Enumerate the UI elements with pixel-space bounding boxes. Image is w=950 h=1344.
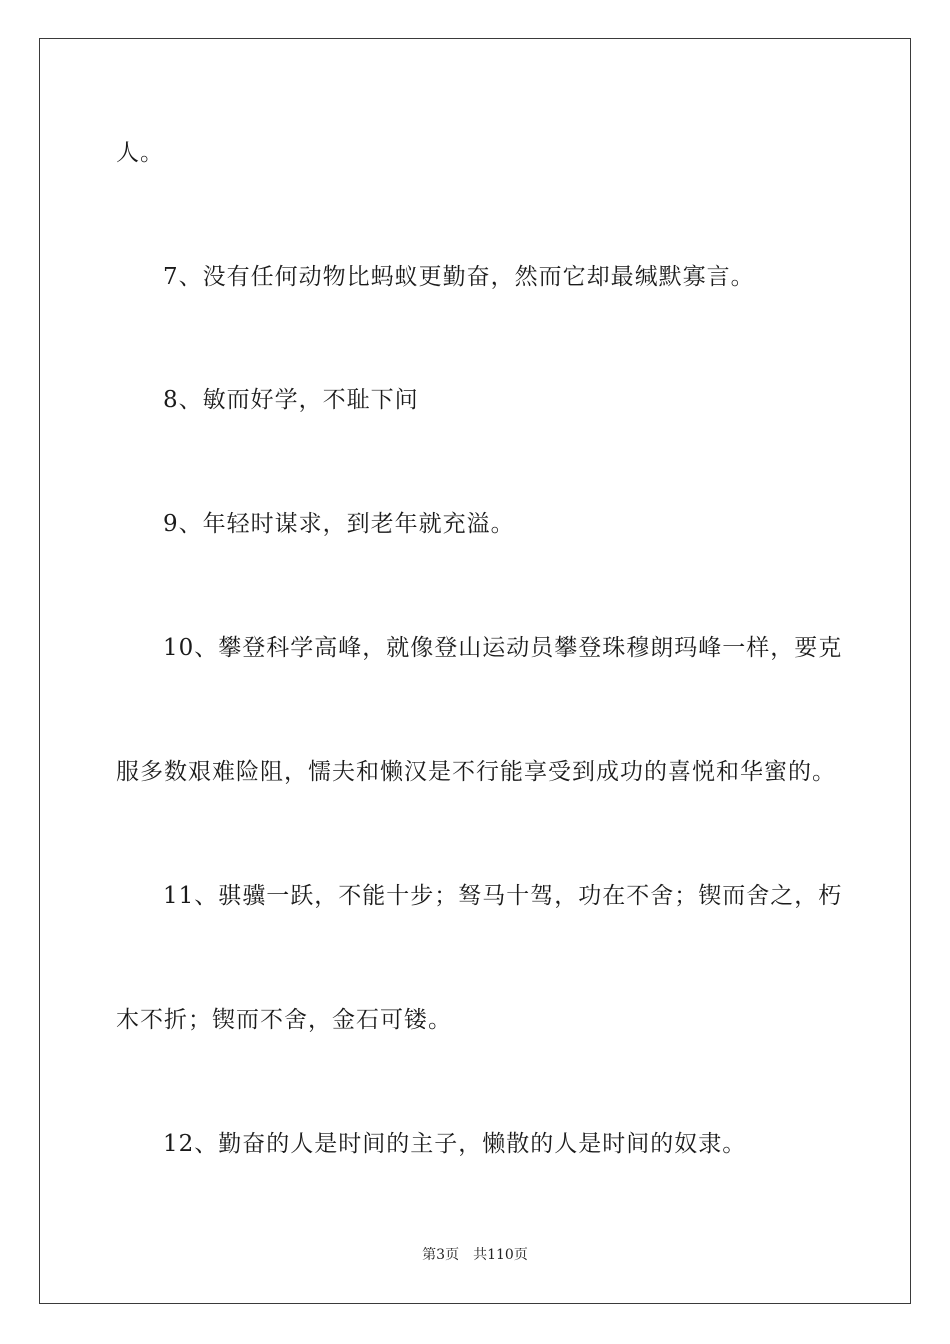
paragraph-line: 人。	[116, 140, 164, 166]
paragraph-line: 木不折；锲而不舍，金石可镂。	[116, 1007, 452, 1033]
page-number: 第3页	[422, 1247, 460, 1263]
page-border	[39, 38, 911, 1304]
paragraph-line: 12、勤奋的人是时间的主子，懒散的人是时间的奴隶。	[163, 1131, 747, 1157]
paragraph-line: 7、没有任何动物比蚂蚁更勤奋，然而它却最缄默寡言。	[163, 264, 755, 290]
paragraph-line: 8、敏而好学，不耻下问	[163, 387, 419, 413]
total-pages: 共110页	[473, 1247, 528, 1263]
paragraph-line: 9、年轻时谋求，到老年就充溢。	[163, 511, 515, 537]
paragraph-line: 11、骐骥一跃，不能十步；驽马十驾，功在不舍；锲而舍之，朽	[163, 883, 843, 909]
page-footer	[0, 1246, 950, 1264]
paragraph-line: 10、攀登科学高峰，就像登山运动员攀登珠穆朗玛峰一样，要克	[163, 635, 843, 661]
paragraph-line: 服多数艰难险阻，懦夫和懒汉是不行能享受到成功的喜悦和华蜜的。	[116, 759, 836, 785]
